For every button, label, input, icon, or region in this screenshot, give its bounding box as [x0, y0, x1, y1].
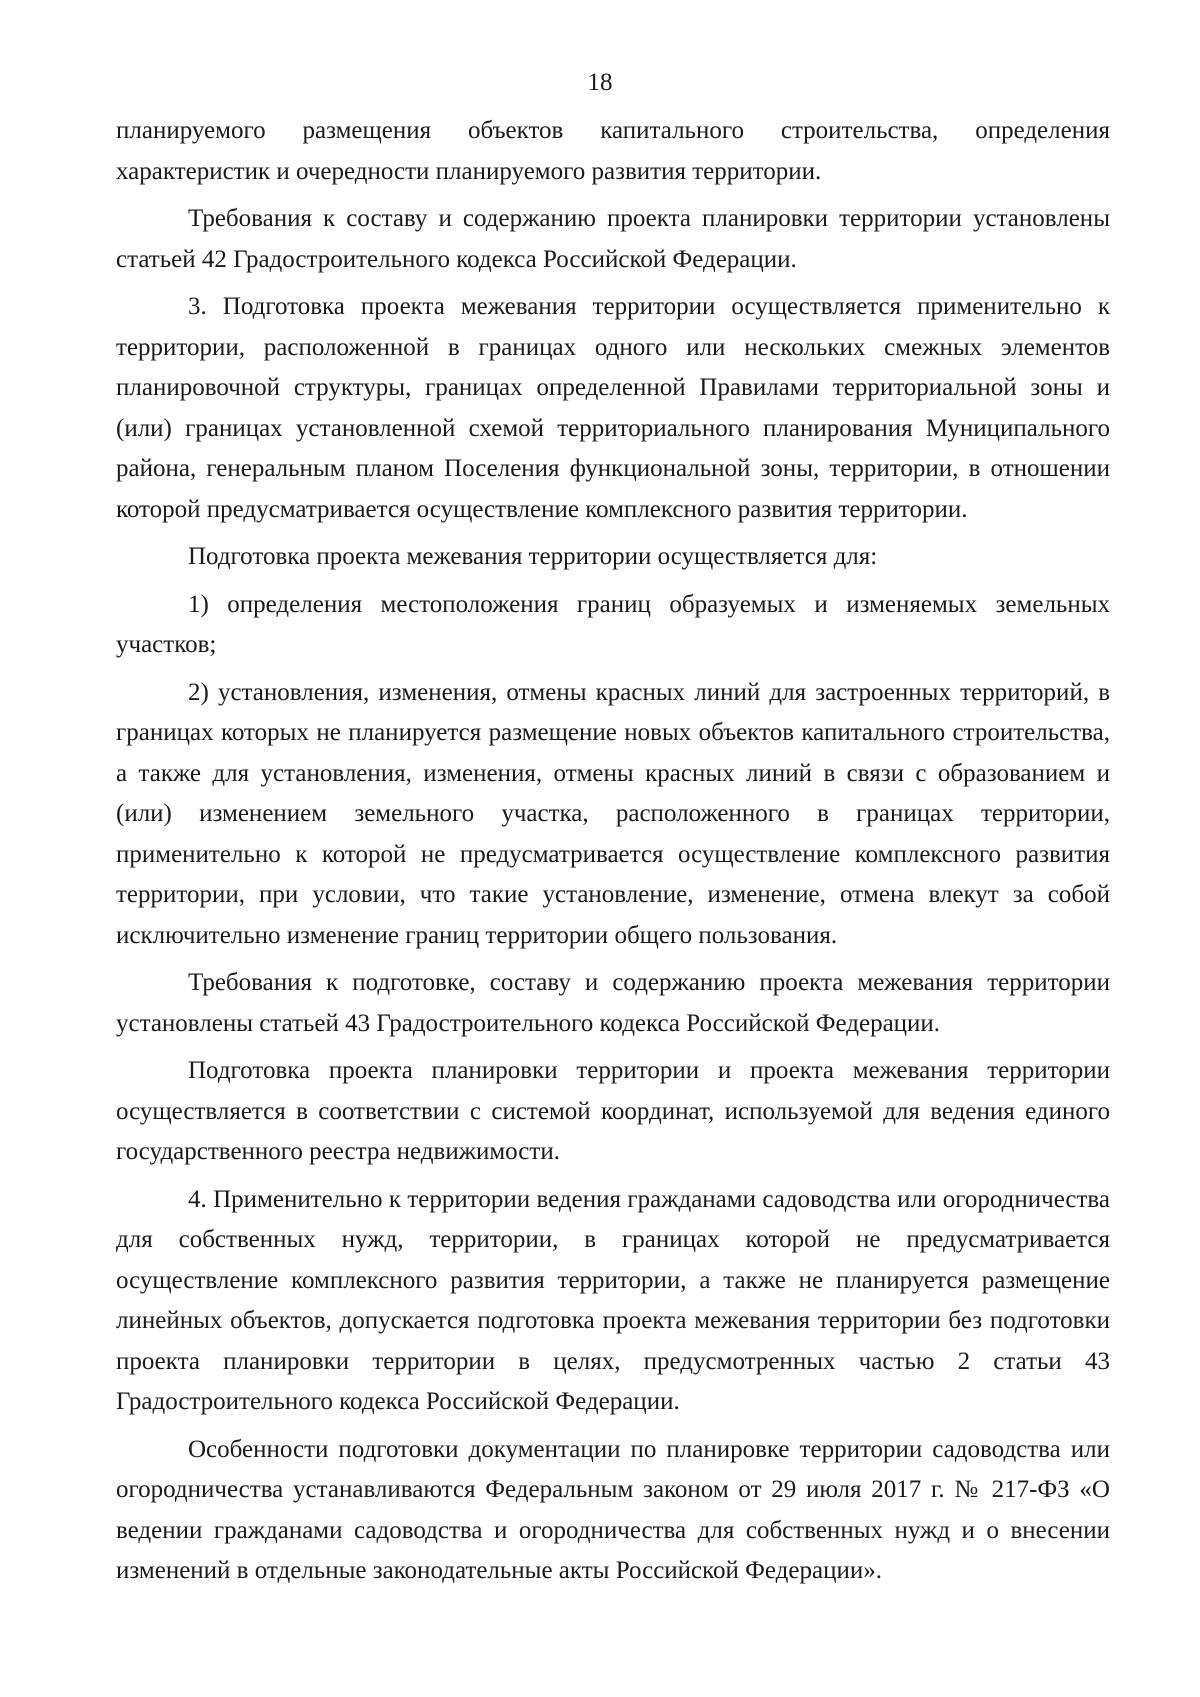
list-item: 2) установления, изменения, отмены красных линий для застроенных территорий, в границах которых не планируется размещение новых объектов капитального строительства, а также для установления, изменения, отмены красных линий в связи с образованием и (или) изменением земельного участка, расположенного в границах территории, применительно к которой не предусматривается осуществление комплексного развития территории, при условии, что такие установление, изменение, отмена влекут за собой исключительно изменение границ территории общего пользования.	[116, 678, 1110, 949]
paragraph: Требования к подготовке, составу и содержанию проекта межевания территории установлены статьей 43 Градостроительного кодекса Российской Федерации.	[116, 969, 1110, 1037]
paragraph: 3. Подготовка проекта межевания территории осуществляется применительно к территории, расположенной в границах одного или нескольких смежных элементов планировочной структуры, границах определенной Правилами территориальной зоны и (или) границах установленной схемой территориального планирования Муниципального района, генеральным планом Поселения функциональной зоны, территории, в отношении которой предусматривается осуществление комплексного развития территории.	[116, 293, 1110, 523]
page-number: 18	[587, 69, 613, 96]
paragraph: планируемого размещения объектов капитального строительства, определения характеристик и очередности планируемого развития территории.	[116, 117, 1110, 185]
paragraph: 4. Применительно к территории ведения гражданами садоводства или огородничества для собственных нужд, территории, в границах которой не предусматривается осуществление комплексного развития территории, а также не планируется размещение линейных объектов, допускается подготовка проекта межевания территории без подготовки проекта планировки территории в целях, предусмотренных частью 2 статьи 43 Градостроительного кодекса Российской Федерации.	[116, 1185, 1110, 1415]
paragraph: Требования к составу и содержанию проекта планировки территории установлены статьей 42 Градостроительного кодекса Российской Федерации.	[116, 205, 1110, 273]
paragraph: Подготовка проекта межевания территории осуществляется для:	[188, 543, 878, 570]
list-item: 1) определения местоположения границ образуемых и изменяемых земельных участков;	[116, 590, 1110, 658]
document-body	[116, 111, 1110, 1599]
paragraph: Особенности подготовки документации по планировке территории садоводства или огородничества устанавливаются Федеральным законом от 29 июля 2017 г. № 217-ФЗ «О ведении гражданами садоводства и огородничества для собственных нужд и о внесении изменений в отдельные законодательные акты Российской Федерации».	[116, 1435, 1110, 1584]
paragraph: Подготовка проекта планировки территории и проекта межевания территории осуществляется в соответствии с системой координат, используемой для ведения единого государственного реестра недвижимости.	[116, 1057, 1110, 1165]
